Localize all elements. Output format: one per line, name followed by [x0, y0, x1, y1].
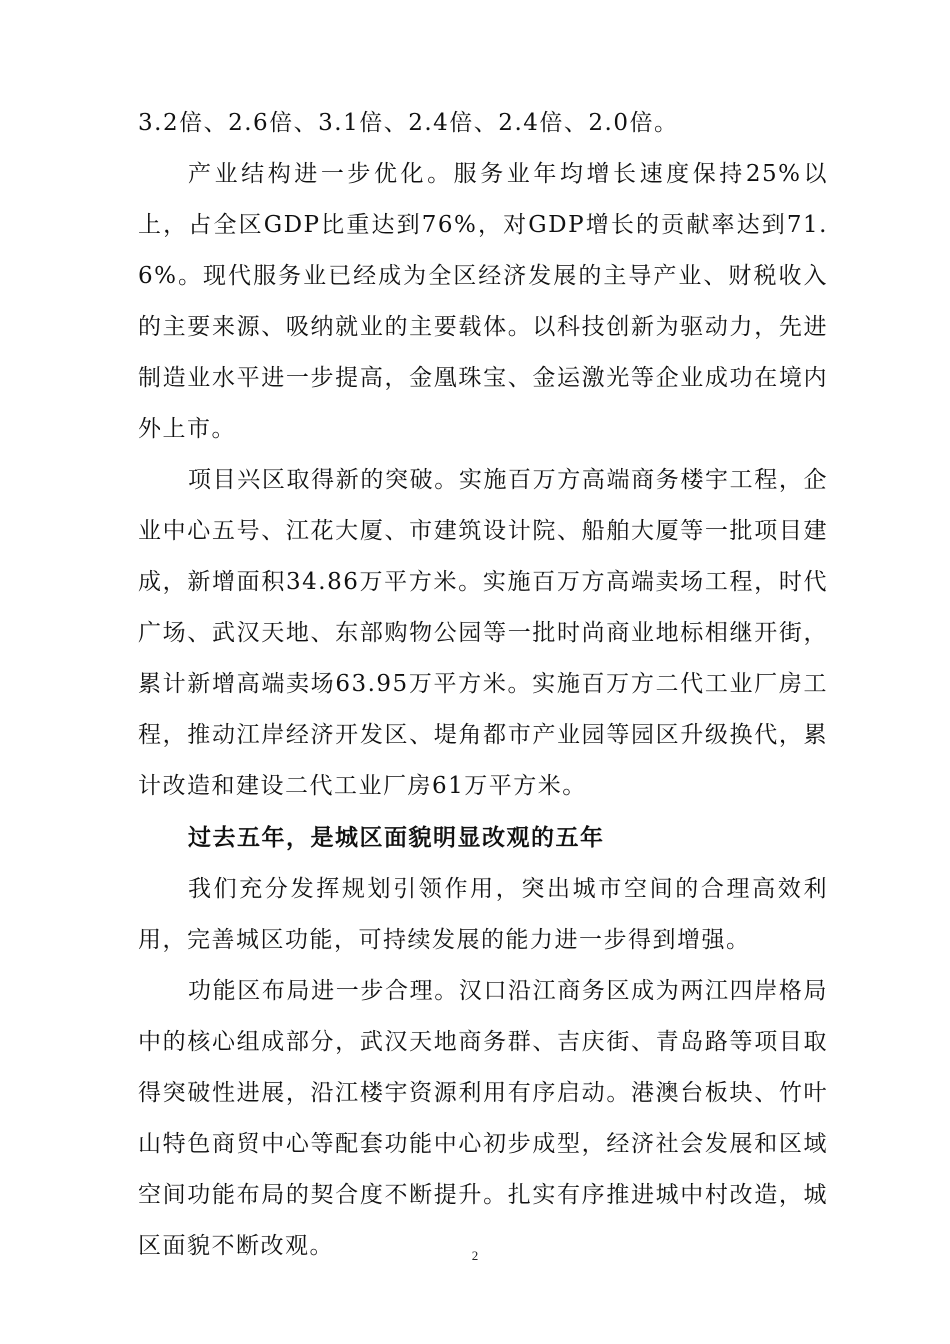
document-body: [138, 98, 828, 1272]
paragraph-functional-layout: 功能区布局进一步合理。汉口沿江商务区成为两江四岸格局中的核心组成部分，武汉天地商务群、吉庆街、青岛路等项目取得突破性进展，沿江楼宇资源利用有序启动。港澳台板块、竹叶山特色商贸中心等配套功能中心初步成型，经济社会发展和区域空间功能布局的契合度不断提升。扎实有序推进城中村改造，城区面貌不断改观。: [138, 978, 828, 1259]
paragraph-planning: 我们充分发挥规划引领作用，突出城市空间的合理高效利用，完善城区功能，可持续发展的能力进一步得到增强。: [138, 876, 828, 953]
section-heading-urban-appearance: 过去五年，是城区面貌明显改观的五年: [188, 824, 605, 851]
paragraph-project-development: 项目兴区取得新的突破。实施百万方高端商务楼宇工程，企业中心五号、江花大厦、市建筑设计院、船舶大厦等一批项目建成，新增面积34.86万平方米。实施百万方高端卖场工程，时代广场、武汉天地、东部购物公园等一批时尚商业地标相继开街，累计新增高端卖场63.95万平方米。实施百万方二代工业厂房工程，推动江岸经济开发区、堤角都市产业园等园区升级换代，累计改造和建设二代工业厂房61万平方米。: [138, 467, 828, 799]
paragraph-growth-multiples: 3.2倍、2.6倍、3.1倍、2.4倍、2.4倍、2.0倍。: [138, 110, 679, 136]
paragraph-industrial-structure: 产业结构进一步优化。服务业年均增长速度保持25%以上，占全区GDP比重达到76%，对GDP增长的贡献率达到71.6%。现代服务业已经成为全区经济发展的主导产业、财税收入的主要来源、吸纳就业的主要载体。以科技创新为驱动力，先进制造业水平进一步提高，金凰珠宝、金运激光等企业成功在境内外上市。: [138, 161, 828, 442]
page-number: 2: [471, 1248, 479, 1263]
